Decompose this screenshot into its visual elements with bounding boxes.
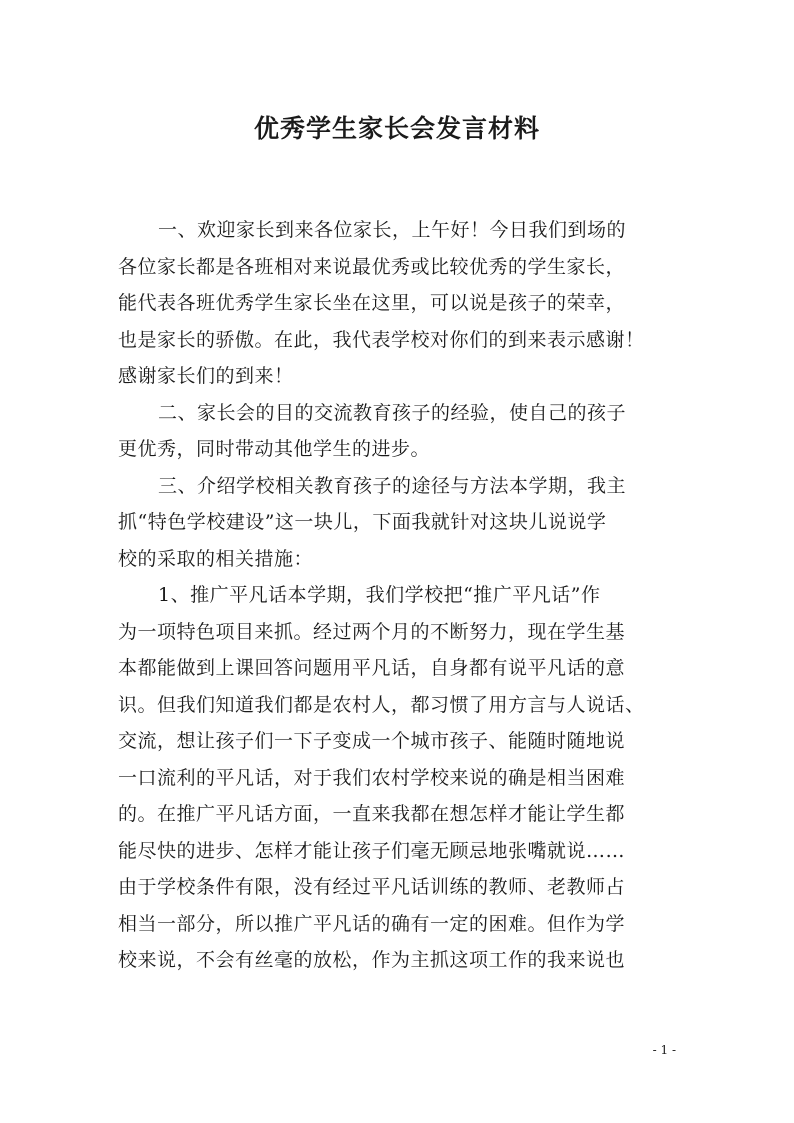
paragraph-line: 1、推广平凡话本学期，我们学校把“推广平凡话”作 (158, 584, 601, 606)
paragraph-line: 为一项特色项目来抓。经过两个月的不断努力，现在学生基 (118, 620, 626, 643)
paragraph-line: 校来说，不会有丝毫的放松，作为主抓这项工作的我来说也 (118, 949, 626, 971)
paragraph-line: 识。但我们知道我们都是农村人，都习惯了用方言与人说话、 (118, 693, 645, 716)
paragraph-line: 本都能做到上课回答问题用平凡话，自身都有说平凡话的意 (118, 657, 626, 679)
paragraph-line: 一、欢迎家长到来各位家长，上午好！今日我们到场的 (158, 219, 627, 241)
paragraph-line: 由于学校条件有限，没有经过平凡话训练的教师、老教师占 (118, 876, 626, 898)
paragraph-line: 各位家长都是各班相对来说最优秀或比较优秀的学生家长， (118, 255, 626, 278)
paragraph-line: 抓“特色学校建设”这一块儿，下面我就针对这块儿说说学 (118, 511, 607, 533)
paragraph-line: 更优秀，同时带动其他学生的进步。 (118, 438, 431, 460)
paragraph-line: 二、家长会的目的交流教育孩子的经验，使自己的孩子 (158, 401, 627, 424)
paragraph-line: 感谢家长们的到来！ (118, 365, 294, 387)
paragraph-line: 能尽快的进步、怎样才能让孩子们毫无顾忌地张嘴就说…… (118, 839, 626, 862)
paragraph-line: 校的采取的相关措施： (118, 547, 314, 570)
paragraph-line: 一口流利的平凡话，对于我们农村学校来说的确是相当困难 (118, 766, 626, 789)
paragraph-line: 能代表各班优秀学生家长坐在这里，可以说是孩子的荣幸， (118, 292, 626, 314)
document-body (118, 212, 678, 979)
paragraph-line: 的。在推广平凡话方面，一直来我都在想怎样才能让学生都 (118, 803, 626, 825)
paragraph-line: 相当一部分，所以推广平凡话的确有一定的困难。但作为学 (118, 912, 626, 935)
page-number: - 1 - (652, 1043, 676, 1057)
paragraph-line: 交流，想让孩子们一下子变成一个城市孩子、能随时随地说 (118, 730, 626, 752)
paragraph-line: 也是家长的骄傲。在此，我代表学校对你们的到来表示感谢！ (118, 328, 645, 351)
paragraph-line: 三、介绍学校相关教育孩子的途径与方法本学期，我主 (158, 474, 627, 497)
document-title: 优秀学生家长会发言材料 (253, 114, 540, 143)
